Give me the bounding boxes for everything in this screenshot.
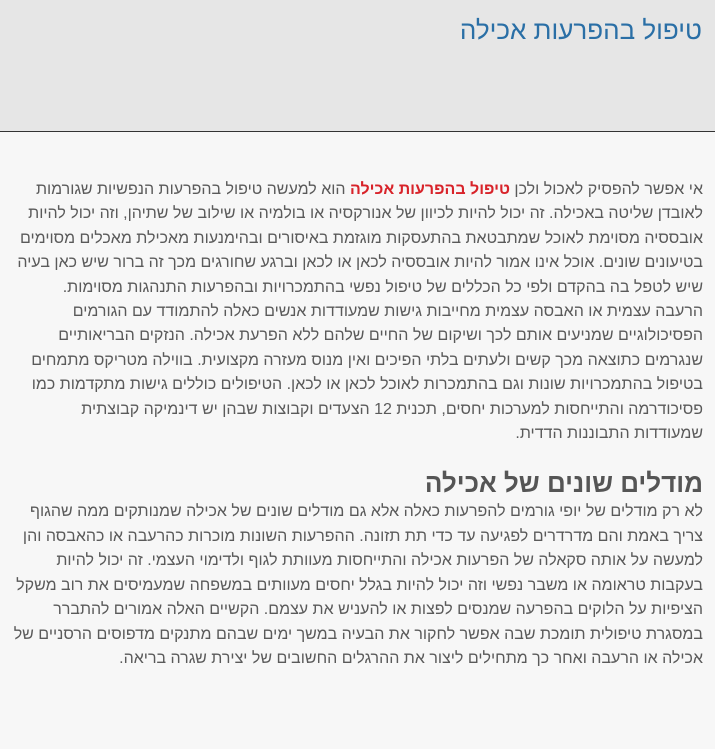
section-heading: מודלים שונים של אכילה <box>424 468 703 499</box>
section-paragraph: לא רק מודלים של יופי גורמים להפרעות כאלה אלא גם מודלים שונים של אכילה שמנותקים ממה שהגוף צריך באמת והם מדרדרים לפגיעה עד כדי תת תזונה. ההפרעות השונות מוכרות כהרעבה או כהאבסה והן למעשה על אותה סקאלה של הפרעות אכילה והתייחסות מעוותת לגוף ולדימוי העצמי. זה יכול להיות בעקבות טראומה או משבר נפשי וזה יכול להיות בגלל יחסים מעוותים במשפחה שמעמיסים את רוב משקל הציפיות על הלוקים בהפרעה שמנסים לפצות או להעניש את עצמם. הקשיים האלה אמורים להתברר במסגרת טיפולית תומכת שבה אפשר לחקור את הבעיה במשך ימים שבהם מתנקים מדפוסים הרסניים של אכילה או הרעבה ואחר כך מתחילים ליצור את ההרגלים החשובים של יצירת שגרה בריאה. <box>13 503 703 667</box>
intro-paragraph <box>12 178 703 446</box>
highlight-link[interactable]: טיפול בהפרעות אכילה <box>350 181 510 198</box>
intro-text-after: הוא למעשה טיפול בהפרעות הנפשיות שגורמות לאובדן שליטה באכילה. זה יכול להיות לכיוון של אנורקסיה או בולמיה או שילוב של שתיהן, וזה יכול להיות אובססיה מסוימת לאוכל שמתבטאת בהתעסקות מוגזמת באיסורים ובהימנעות מאכילת מאכלים מסוימים בטיעונים שונים. אוכל אינו אמור להיות אובססיה לכאן או לכאן וברגע שחורגים מכך זה ברור שיש כאן בעיה שיש לטפל בה בהקדם ולפי כל הכללים של טיפול נפשי בהתמכרויות ובהפרעות התנהגות מסוימות. הרעבה עצמית או האבסה עצמית מחייבות גישות שמעודדות אנשים כאלה להתמודד עם הגורמים הפסיכולוגיים שמניעים אותם לכך ושיקום של החיים שלהם ללא הפרעת אכילה. הנזקים הבריאותיים שנגרמים כתוצאה מכך קשים ולעתים בלתי הפיכים ואין מנוס מעזרה מקצועית. בווילה מטריקס מתמחים בטיפול בהתמכרויות שונות וגם בהתמכרות לאוכל לכאן או לכאן. הטיפולים כוללים גישות מתקדמות כמו פסיכודרמה והתייחסות למערכות יחסים, תכנית 12 הצעדים וקבוצות שבהן יש דינמיקה קבוצתית שמעודדות התבוננות הדדית. <box>17 181 703 443</box>
article-content <box>12 178 703 671</box>
intro-text-before: אי אפשר להפסיק לאכול ולכן <box>509 181 703 198</box>
page-title: טיפול בהפרעות אכילה <box>459 15 702 45</box>
page-header <box>0 0 715 132</box>
